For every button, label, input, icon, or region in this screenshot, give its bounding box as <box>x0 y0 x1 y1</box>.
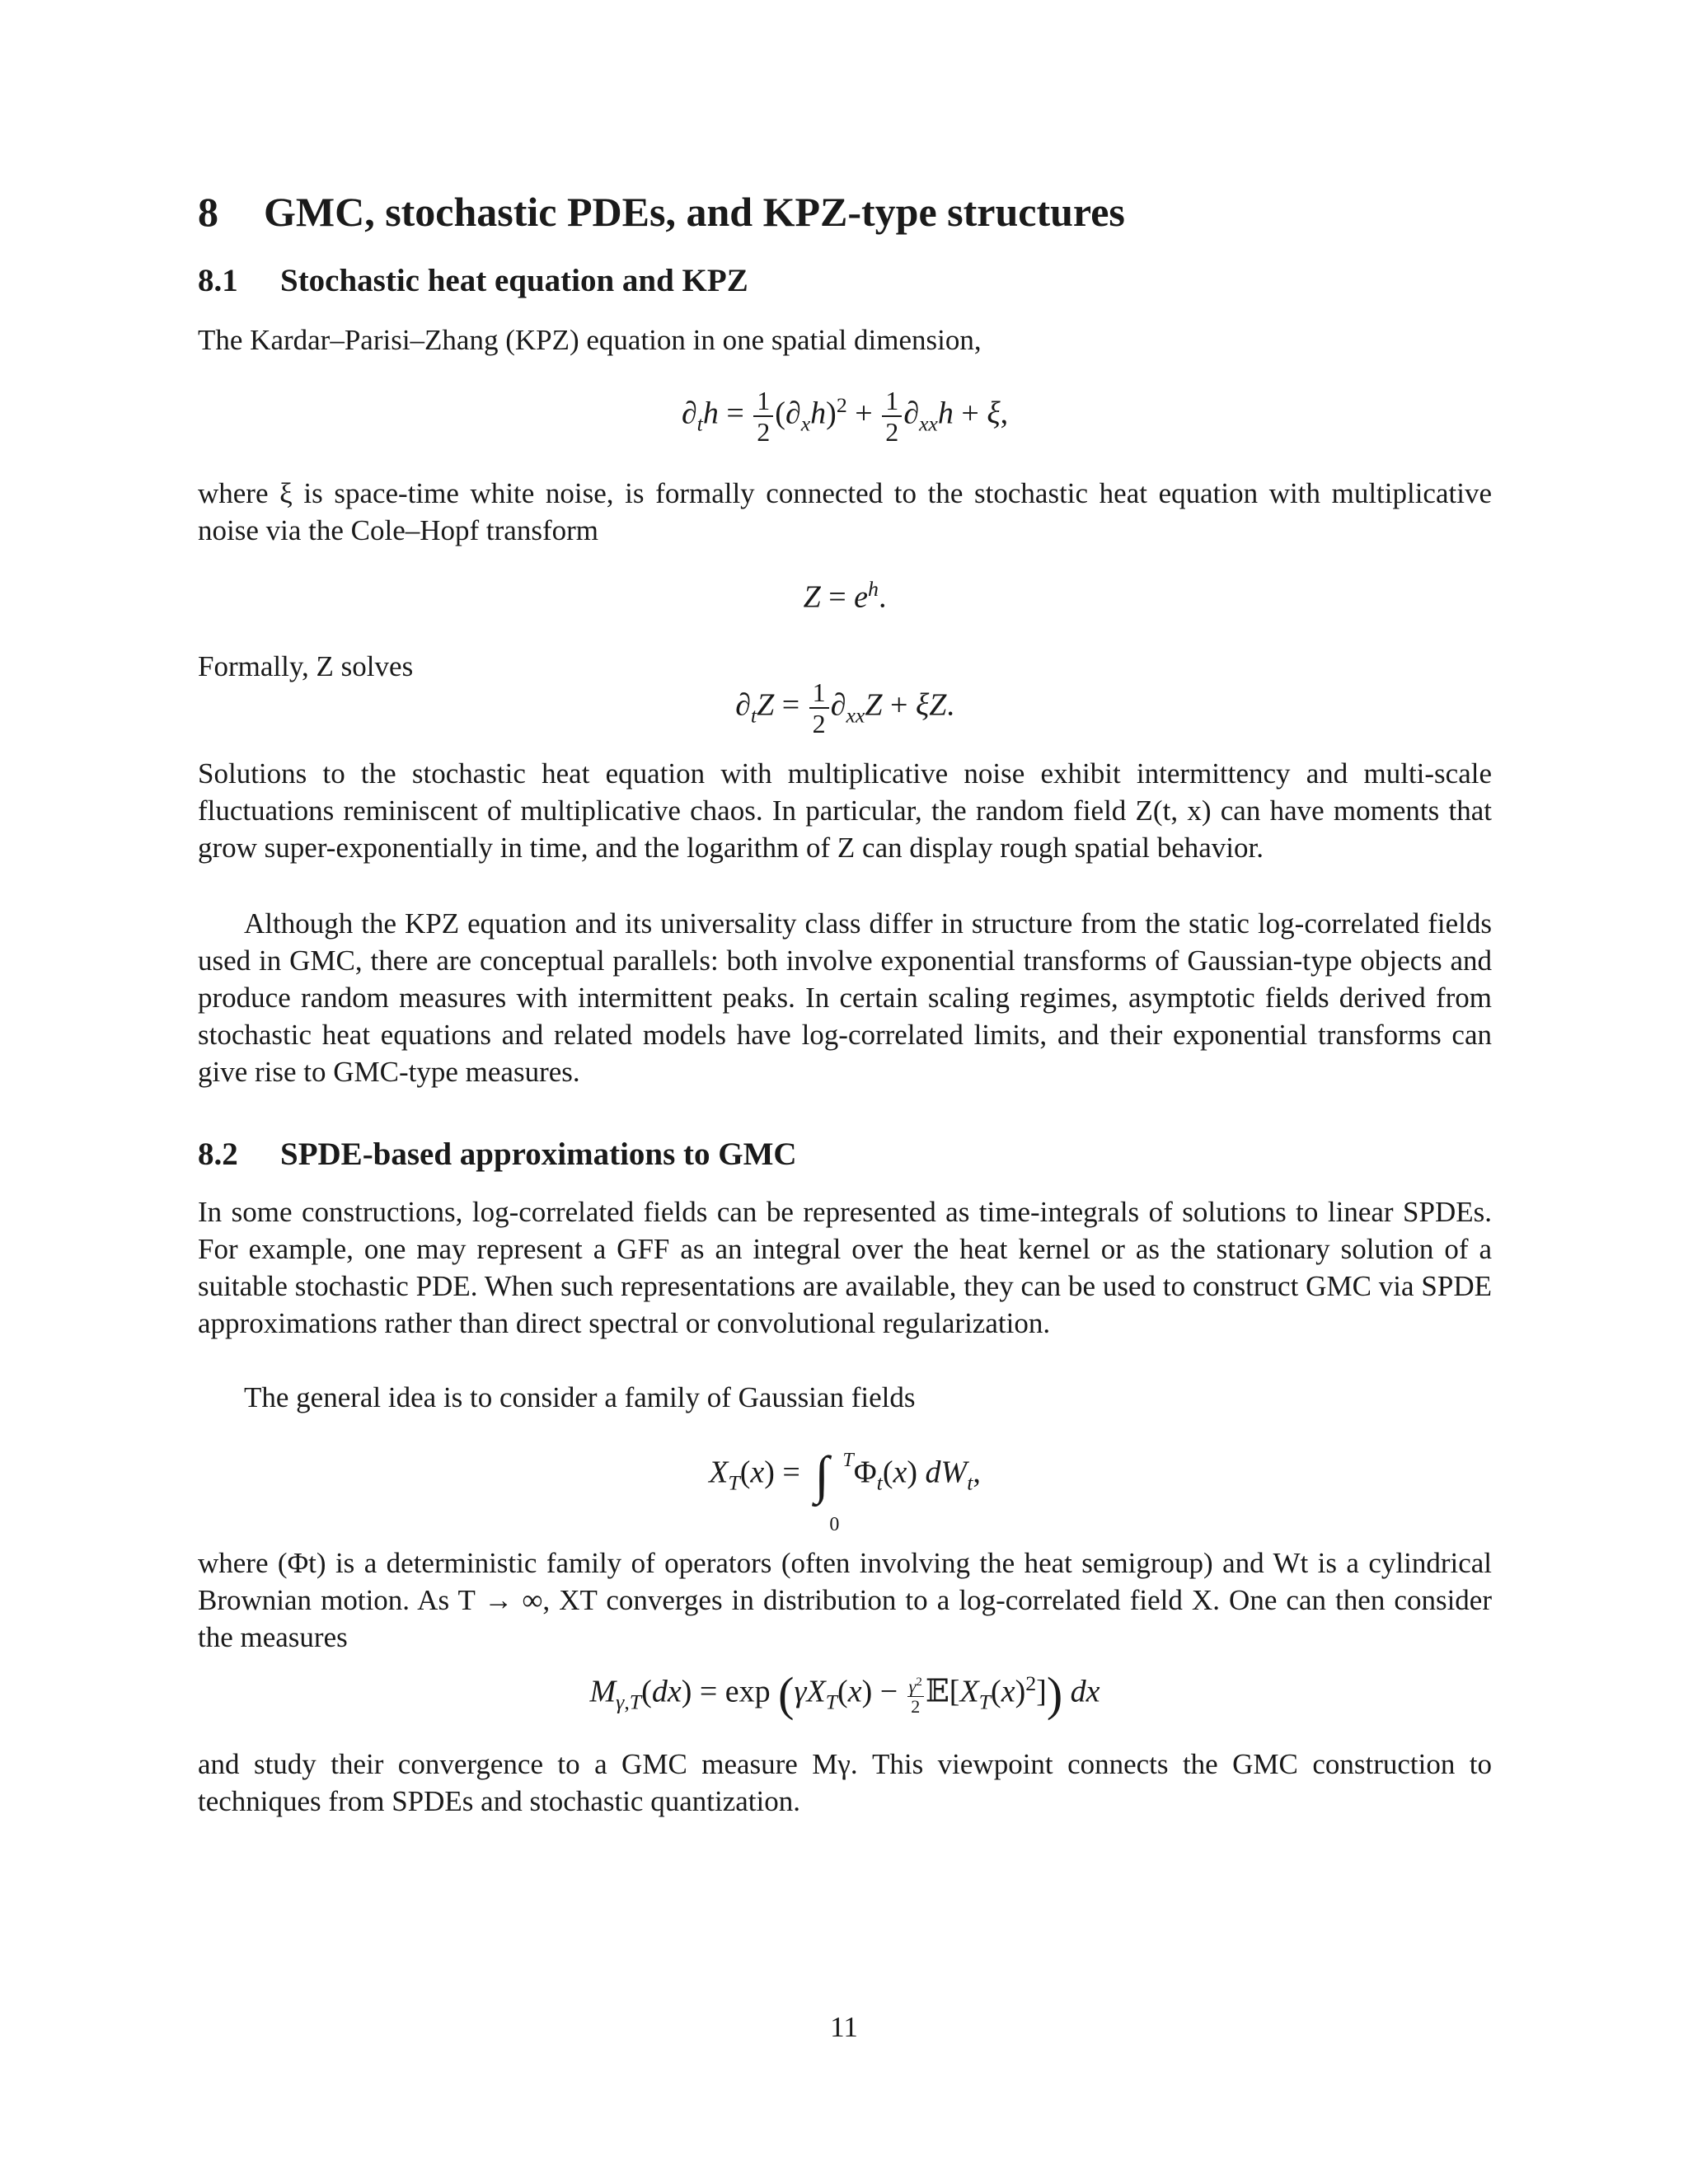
subsection-heading-8-2: 8.2 SPDE-based approximations to GMC <box>198 1137 797 1172</box>
equation-xt-integral: $X_T(x)$ = ∫ T 0 $\Phi_t(x)$ $dW_t$, <box>709 1446 981 1535</box>
paragraph-operators: where (Φt) is a deterministic family of operators (often involving the heat semigroup) and Wt is a cylindrical Brownian motion. As T → ∞, XT converges in distribution to a log-correlated field X. One can then consider the measures <box>198 1547 1492 1653</box>
paragraph-formally: Formally, Z solves <box>198 650 414 682</box>
paragraph-convergence: and study their convergence to a GMC measure Mγ. This viewpoint connects the GMC construction to techniques from SPDEs and stochastic quantization. <box>198 1748 1492 1817</box>
paragraph-general-idea: The general idea is to consider a family of Gaussian fields <box>244 1381 916 1413</box>
section-heading: 8 GMC, stochastic PDEs, and KPZ-type structures <box>198 189 1125 235</box>
subsection-heading-8-1: 8.1 Stochastic heat equation and KPZ <box>198 263 748 298</box>
page-number: 11 <box>830 2011 858 2043</box>
paragraph-kpz-parallels: Although the KPZ equation and its universality class differ in structure from the static log-correlated fields used in GMC, there are conceptual parallels: both involve exponential transforms of Gaussian-type objects and produce random measures with intermittent peaks. In certain scaling regimes, asymptotic fields derived from stochastic heat equations and related models have log-correlated limits, and their exponential transforms can give rise to GMC-type measures. <box>198 907 1492 1088</box>
paragraph-spde-representation: In some constructions, log-correlated fields can be represented as time-integrals of solutions to linear SPDEs. For example, one may represent a GFF as an integral over the heat kernel or as the stationary solution of a suitable stochastic PDE. When such representations are available, they can be used to construct GMC via SPDE approximations rather than direct spectral or convolutional regularization. <box>198 1196 1492 1339</box>
paragraph-kpz-intro: The Kardar–Parisi–Zhang (KPZ) equation in one spatial dimension, <box>198 324 982 356</box>
equation-she: $\partial_tZ$ = $\frac{1}{2}$ $\partial_{xx}Z + \xi Z$. <box>735 677 954 738</box>
integral-sign: ∫ T 0 <box>814 1446 854 1535</box>
equation-cole-hopf: $Z = e^h$. <box>803 577 887 615</box>
equation-measure: $M_{\gamma,T}(dx) = \exp (\gamma X_T(x)$ − $\frac{\gamma^2}{2}$ $𝔼[X_T(x)^2]$) dx <box>589 1666 1100 1721</box>
equation-kpz: $\partial_th$ = $\frac{1}{2}$ $(\partial_xh)^2$ + $\frac{1}{2}$ $\partial_{xx}h + \xi$, <box>681 386 1009 447</box>
paragraph-intermittency: Solutions to the stochastic heat equation with multiplicative noise exhibit intermittency and multi-scale fluctuations reminiscent of multiplicative chaos. In particular, the random field Z(t, x) can have moments that grow super-exponentially in time, and the logarithm of Z can display rough spatial behavior. <box>198 757 1492 864</box>
paragraph-cole-hopf: where ξ is space-time white noise, is formally connected to the stochastic heat equation with multiplicative noise via the Cole–Hopf transform <box>198 477 1492 546</box>
